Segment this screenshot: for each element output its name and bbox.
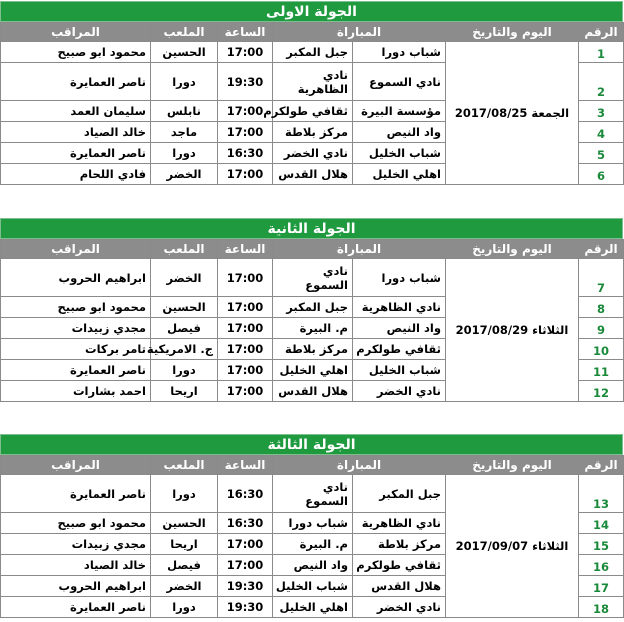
match-time: 16:30 — [218, 143, 273, 164]
away-team: نادي السموع — [273, 259, 353, 297]
match-date: الثلاثاء 2017/09/07 — [446, 475, 579, 618]
match-date: الجمعة 2017/08/25 — [446, 42, 579, 185]
away-team: جبل المكبر — [273, 297, 353, 318]
match-number: 8 — [579, 297, 624, 318]
observer: احمد بشارات — [1, 381, 151, 402]
away-team: م. البيرة — [273, 534, 353, 555]
observer: ناصر العمايرة — [1, 475, 151, 513]
match-number: 1 — [579, 42, 624, 63]
venue: فيصل — [151, 318, 218, 339]
venue: نابلس — [151, 101, 218, 122]
match-time: 17:00 — [218, 101, 273, 122]
home-team: شباب الخليل — [353, 360, 446, 381]
venue: اريحا — [151, 534, 218, 555]
table-row — [1, 475, 624, 513]
match-time: 19:30 — [218, 63, 273, 101]
match-number: 10 — [579, 339, 624, 360]
match-time: 17:00 — [218, 339, 273, 360]
away-team: مركز بلاطة — [273, 122, 353, 143]
away-team: شباب دورا — [273, 513, 353, 534]
home-team: واد النيص — [353, 318, 446, 339]
home-team: شباب دورا — [353, 259, 446, 297]
match-time: 17:00 — [218, 534, 273, 555]
schedule-table — [0, 455, 624, 618]
home-team: شباب دورا — [353, 42, 446, 63]
away-team: نادي الظاهرية — [273, 63, 353, 101]
away-team: هلال القدس — [273, 381, 353, 402]
match-number: 2 — [579, 63, 624, 101]
header-num: الرقم — [579, 23, 624, 42]
venue: الحسين — [151, 297, 218, 318]
home-team: جبل المكبر — [353, 475, 446, 513]
match-number: 3 — [579, 101, 624, 122]
home-team: مؤسسة البيرة — [353, 101, 446, 122]
match-number: 12 — [579, 381, 624, 402]
round-3 — [0, 434, 623, 618]
venue: دورا — [151, 360, 218, 381]
header-observer: المراقب — [1, 240, 151, 259]
home-team: ثقافي طولكرم — [353, 339, 446, 360]
header-date: اليوم والتاريخ — [446, 23, 579, 42]
venue: دورا — [151, 597, 218, 618]
observer: محمود ابو صبيح — [1, 297, 151, 318]
header-date: اليوم والتاريخ — [446, 240, 579, 259]
match-number: 15 — [579, 534, 624, 555]
match-time: 16:30 — [218, 513, 273, 534]
home-team: نادي الخضر — [353, 597, 446, 618]
match-number: 11 — [579, 360, 624, 381]
venue: الخضر — [151, 259, 218, 297]
venue: ج. الامريكية — [151, 339, 218, 360]
match-time: 17:00 — [218, 122, 273, 143]
header-match: المباراة — [273, 456, 446, 475]
home-team: واد النيص — [353, 122, 446, 143]
away-team: جبل المكبر — [273, 42, 353, 63]
away-team: اهلي الخليل — [273, 597, 353, 618]
venue: الخضر — [151, 576, 218, 597]
round-title: الجولة الثانية — [0, 218, 623, 239]
schedule-table — [0, 239, 624, 402]
venue: ماجد — [151, 122, 218, 143]
observer: خالد الصياد — [1, 555, 151, 576]
header-time: الساعة — [218, 23, 273, 42]
observer: ابراهيم الحروب — [1, 576, 151, 597]
away-team: م. البيرة — [273, 318, 353, 339]
header-num: الرقم — [579, 456, 624, 475]
observer: فادي اللحام — [1, 164, 151, 185]
match-time: 17:00 — [218, 259, 273, 297]
header-match: المباراة — [273, 240, 446, 259]
match-number: 16 — [579, 555, 624, 576]
round-title: الجولة الاولى — [0, 1, 623, 22]
home-team: هلال القدس — [353, 576, 446, 597]
match-time: 16:30 — [218, 475, 273, 513]
match-number: 7 — [579, 259, 624, 297]
header-venue: الملعب — [151, 240, 218, 259]
match-time: 17:00 — [218, 555, 273, 576]
home-team: شباب الخليل — [353, 143, 446, 164]
match-number: 9 — [579, 318, 624, 339]
header-venue: الملعب — [151, 456, 218, 475]
away-team: واد النيص — [273, 555, 353, 576]
venue: فيصل — [151, 555, 218, 576]
observer: ناصر العمايرة — [1, 597, 151, 618]
away-team: مركز بلاطة — [273, 339, 353, 360]
match-date: الثلاثاء 2017/08/29 — [446, 259, 579, 402]
match-number: 14 — [579, 513, 624, 534]
away-team: نادي الخضر — [273, 143, 353, 164]
home-team: ثقافي طولكرم — [353, 555, 446, 576]
match-time: 17:00 — [218, 381, 273, 402]
header-row — [1, 240, 624, 259]
venue: اريحا — [151, 381, 218, 402]
home-team: نادي الظاهرية — [353, 513, 446, 534]
home-team: نادي الخضر — [353, 381, 446, 402]
away-team: هلال القدس — [273, 164, 353, 185]
away-team: ثقافي طولكرم — [273, 101, 353, 122]
observer: ناصر العمايرة — [1, 360, 151, 381]
observer: سليمان العمد — [1, 101, 151, 122]
observer: تامر بركات — [1, 339, 151, 360]
header-row — [1, 23, 624, 42]
header-venue: الملعب — [151, 23, 218, 42]
venue: دورا — [151, 475, 218, 513]
observer: ناصر العمايرة — [1, 143, 151, 164]
match-number: 17 — [579, 576, 624, 597]
match-number: 6 — [579, 164, 624, 185]
match-number: 13 — [579, 475, 624, 513]
match-time: 17:00 — [218, 360, 273, 381]
table-row — [1, 259, 624, 297]
away-team: نادي السموع — [273, 475, 353, 513]
match-time: 17:00 — [218, 297, 273, 318]
match-time: 17:00 — [218, 42, 273, 63]
venue: دورا — [151, 63, 218, 101]
match-time: 19:30 — [218, 597, 273, 618]
venue: الحسين — [151, 42, 218, 63]
match-time: 17:00 — [218, 318, 273, 339]
away-team: شباب الخليل — [273, 576, 353, 597]
observer: ابراهيم الحروب — [1, 259, 151, 297]
observer: ناصر العمايرة — [1, 63, 151, 101]
header-time: الساعة — [218, 240, 273, 259]
observer: مجدي زبيدات — [1, 318, 151, 339]
header-date: اليوم والتاريخ — [446, 456, 579, 475]
observer: محمود ابو صبيح — [1, 513, 151, 534]
venue: دورا — [151, 143, 218, 164]
observer: مجدي زبيدات — [1, 534, 151, 555]
home-team: نادي السموع — [353, 63, 446, 101]
match-time: 17:00 — [218, 164, 273, 185]
observer: محمود ابو صبيح — [1, 42, 151, 63]
header-observer: المراقب — [1, 23, 151, 42]
home-team: نادي الظاهرية — [353, 297, 446, 318]
match-time: 19:30 — [218, 576, 273, 597]
header-match: المباراة — [273, 23, 446, 42]
table-row — [1, 42, 624, 63]
round-title: الجولة الثالثة — [0, 434, 623, 455]
header-num: الرقم — [579, 240, 624, 259]
header-time: الساعة — [218, 456, 273, 475]
match-number: 5 — [579, 143, 624, 164]
round-2 — [0, 218, 623, 402]
schedule-table — [0, 22, 624, 185]
venue: الحسين — [151, 513, 218, 534]
match-number: 4 — [579, 122, 624, 143]
header-observer: المراقب — [1, 456, 151, 475]
observer: خالد الصياد — [1, 122, 151, 143]
header-row — [1, 456, 624, 475]
round-1 — [0, 1, 623, 185]
match-number: 18 — [579, 597, 624, 618]
home-team: مركز بلاطة — [353, 534, 446, 555]
home-team: اهلي الخليل — [353, 164, 446, 185]
away-team: اهلي الخليل — [273, 360, 353, 381]
venue: الخضر — [151, 164, 218, 185]
